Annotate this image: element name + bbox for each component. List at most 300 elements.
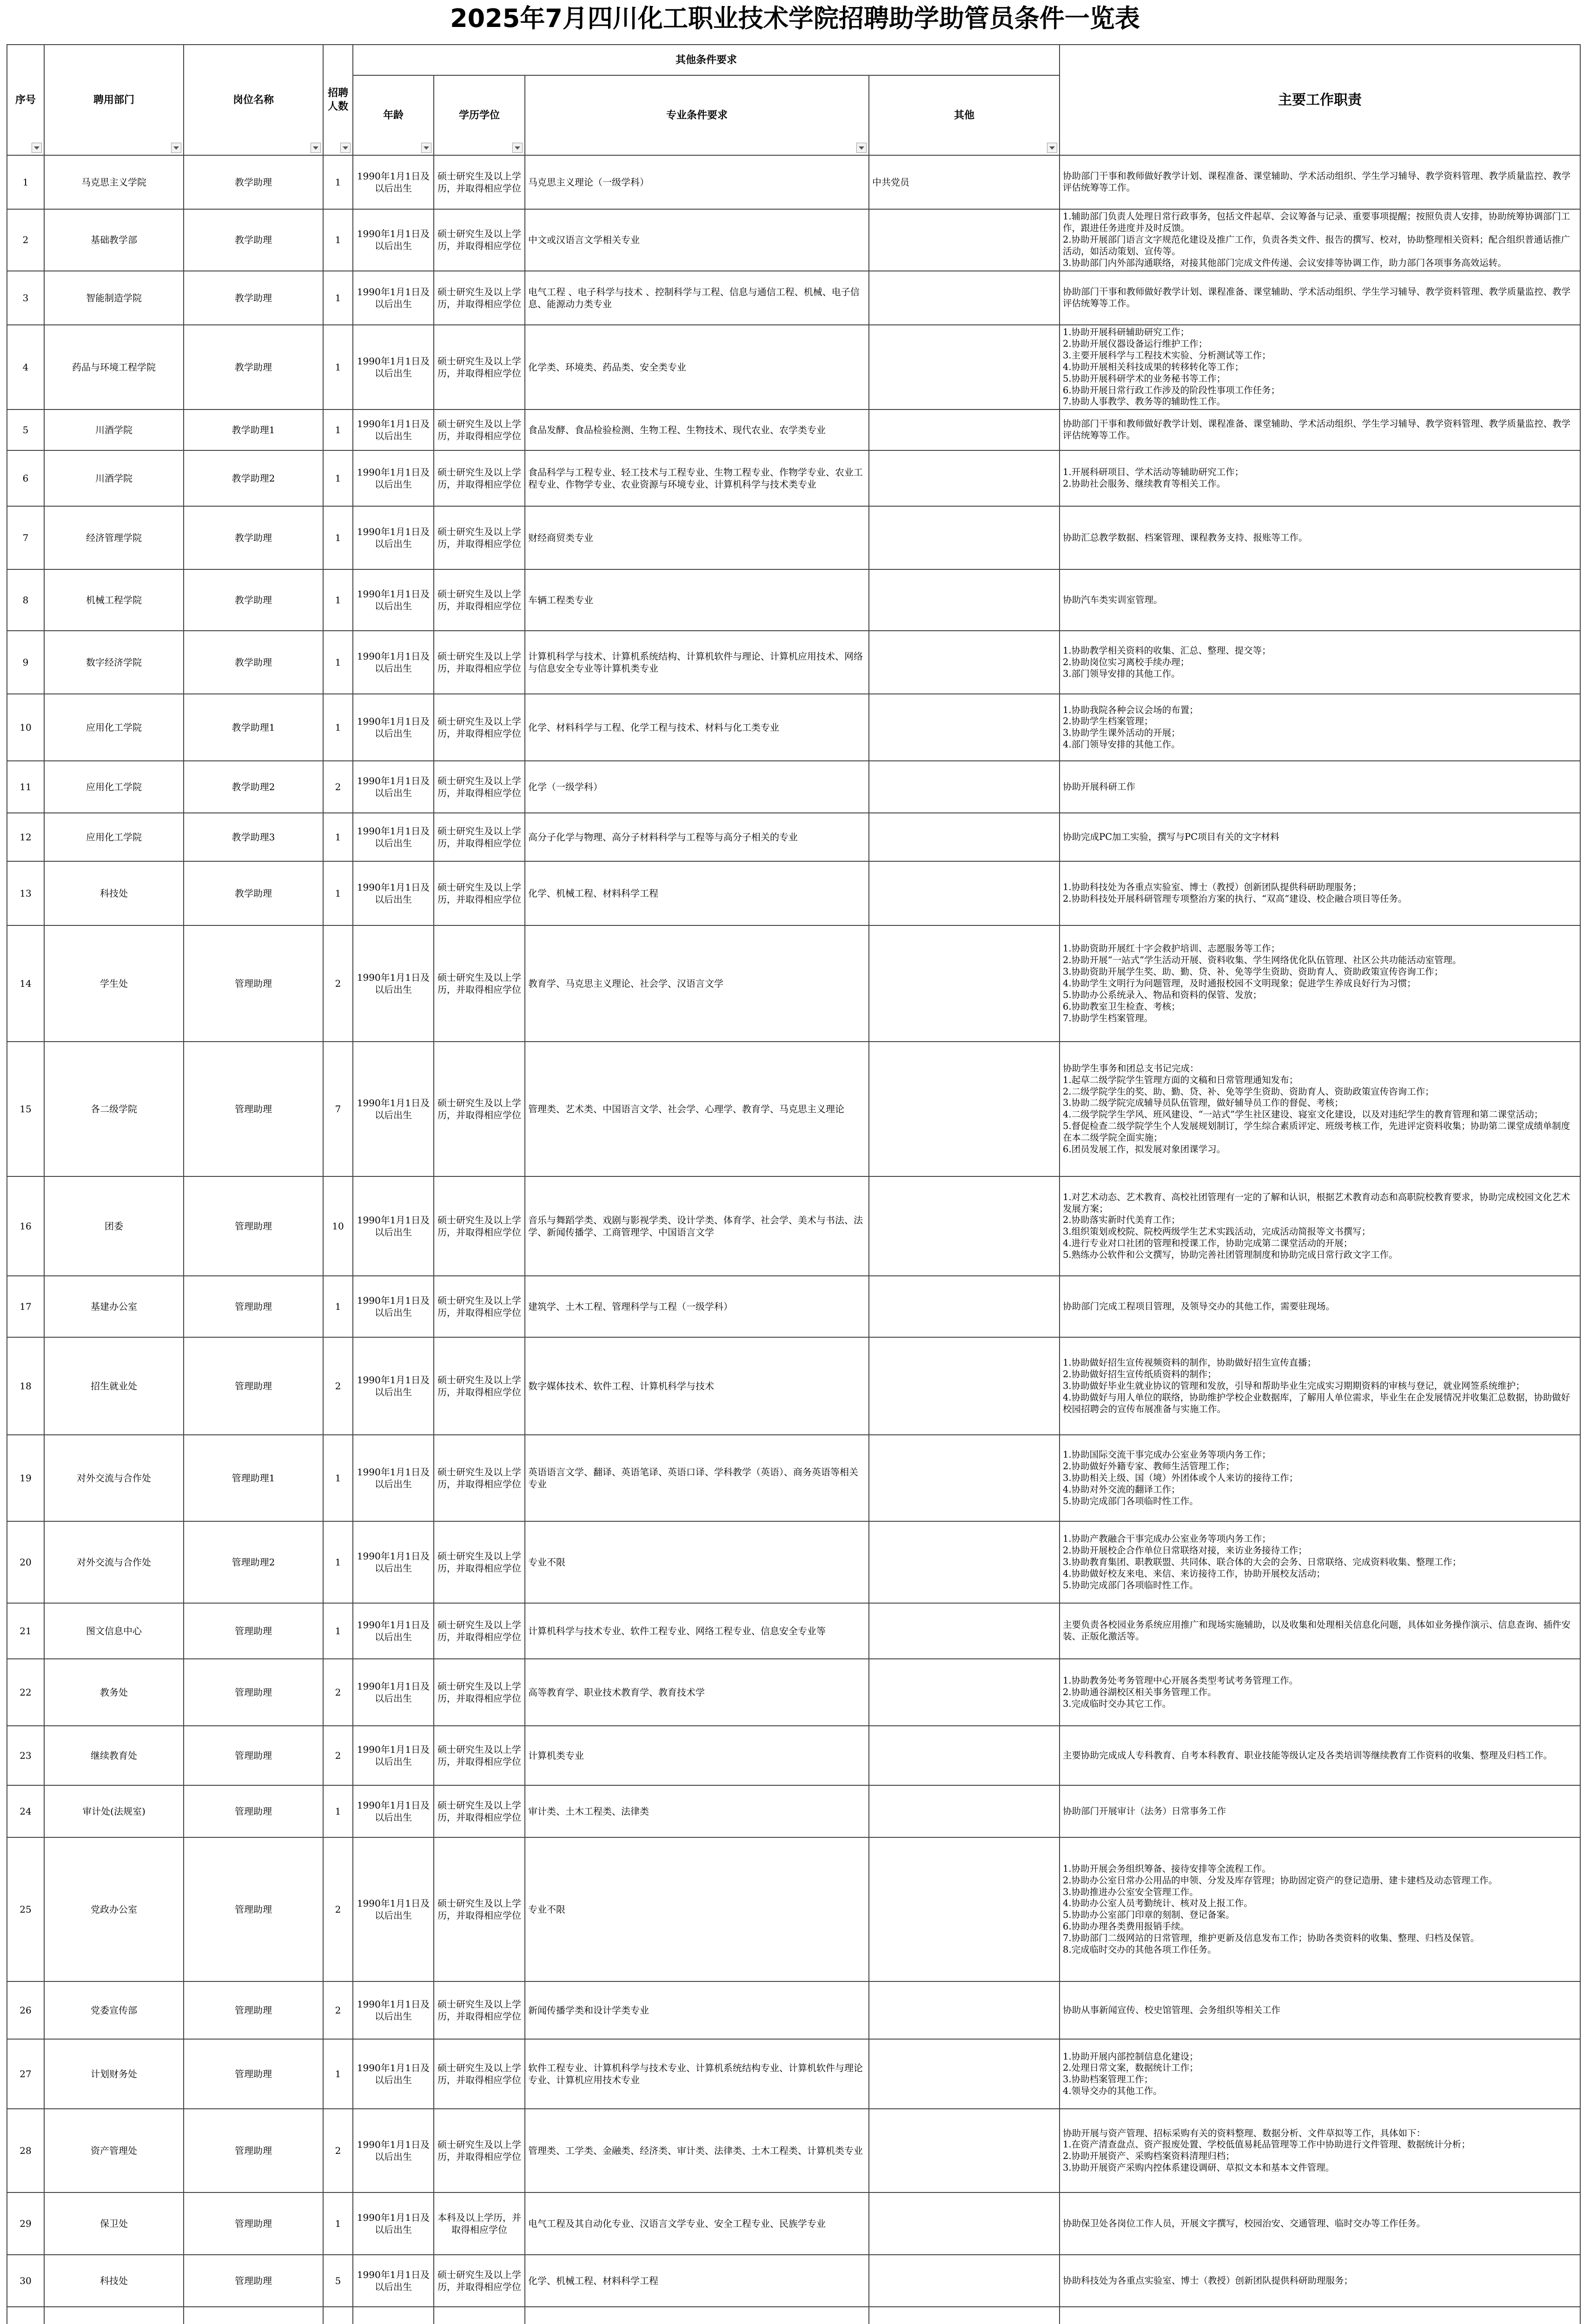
count-cell: 1 (323, 861, 353, 925)
post-cell: 管理助理1 (184, 1435, 323, 1521)
major-cell: 审计类、土木工程类、法律类 (525, 1785, 869, 1837)
age-cell: 1990年1月1日及以后出生 (353, 209, 434, 271)
age-cell: 1990年1月1日及以后出生 (353, 1276, 434, 1337)
table-row (7, 209, 1580, 271)
post-cell: 教学助理 (184, 506, 323, 569)
edu-cell: 本科及以上学历，并取得相应学位 (434, 2192, 525, 2255)
row-number: 27 (7, 2039, 44, 2109)
age-cell: 1990年1月1日及以后出生 (353, 1521, 434, 1603)
table-row (7, 2307, 1580, 2324)
row-number: 7 (7, 506, 44, 569)
major-cell: 计算机科学与技术专业、软件工程专业、网络工程专业、信息安全专业等 (525, 1603, 869, 1659)
age-cell: 1990年1月1日及以后出生 (353, 1726, 434, 1785)
age-cell: 1990年1月1日及以后出生 (353, 761, 434, 813)
count-cell: 1 (323, 209, 353, 271)
duty-cell: 1.协助资助开展红十字会救护培训、志愿服务等工作； 2.协助开展“一站式”学生活动开展、资料收集、学生网络优化队伍管理、社区公共功能活动室管理。 3.协助资助开展学生奖、助、勤、贷、补、免等学生资助、资助育人、资助政策宣传咨询工作； 4.协助学生文明行为问题管理，及时通报校园不文明现象；促进学生养成良好行为习惯； 5.协助办公系统录入、物品和资料的保管、发放； 6.协助教室卫生检查、考核； 7.协助学生档案管理。 (1060, 925, 1580, 1042)
table-row (7, 271, 1580, 325)
edu-cell: 硕士研究生及以上学历，并取得相应学位 (434, 1276, 525, 1337)
row-number: 21 (7, 1603, 44, 1659)
major-cell: 食品发酵、食品检验检测、生物工程、生物技术、现代农业、农学类专业 (525, 409, 869, 450)
table-row (7, 2255, 1580, 2307)
edu-cell: 硕士研究生及以上学历，并取得相应学位 (434, 1603, 525, 1659)
filter-dropdown-button[interactable] (171, 143, 181, 153)
age-cell: 1990年1月1日及以后出生 (353, 1785, 434, 1837)
table-row (7, 1785, 1580, 1837)
count-cell: 1 (323, 1603, 353, 1659)
count-cell: 2 (323, 925, 353, 1042)
edu-cell: 硕士研究生及以上学历，并取得相应学位 (434, 2255, 525, 2307)
page-title: 2025年7月四川化工职业技术学院招聘助学助管员条件一览表 (450, 4, 1140, 33)
other-cell (869, 209, 1060, 271)
post-cell: 管理助理 (184, 1785, 323, 1837)
duty-cell: 协助部门干事和教师做好教学计划、课程准备、课堂辅助、学术活动组织、学生学习辅导、教学资料管理、教学质量监控、教学评估统筹等工作。 (1060, 155, 1580, 209)
dropdown-arrow-icon (313, 146, 318, 150)
age-cell: 1990年1月1日及以后出生 (353, 450, 434, 506)
age-cell: 1990年1月1日及以后出生 (353, 409, 434, 450)
filter-dropdown-button[interactable] (340, 143, 351, 153)
edu-cell: 硕士研究生及以上学历，并取得相应学位 (434, 506, 525, 569)
age-cell: 1990年1月1日及以后出生 (353, 813, 434, 861)
count-cell: 2 (323, 1837, 353, 1981)
other-cell (869, 409, 1060, 450)
post-cell: 管理助理 (184, 1337, 323, 1435)
dept-cell: 各二级学院 (44, 1042, 184, 1176)
row-number: 3 (7, 271, 44, 325)
header-post: 岗位名称 (184, 45, 323, 155)
other-cell (869, 1726, 1060, 1785)
count-cell: 1 (323, 2192, 353, 2255)
other-cell (869, 1981, 1060, 2039)
count-cell: 5 (323, 2255, 353, 2307)
row-number: 17 (7, 1276, 44, 1337)
major-cell: 高等教育学、职业技术教育学、教育技术学 (525, 1659, 869, 1726)
duty-cell: 1.开展科研项目、学术活动等辅助研究工作； 2.协助社会服务、继续教育等相关工作。 (1060, 450, 1580, 506)
age-cell: 1990年1月1日及以后出生 (353, 325, 434, 410)
count-cell: 2 (323, 761, 353, 813)
edu-cell: 硕士研究生及以上学历，并取得相应学位 (434, 694, 525, 761)
post-cell: 教学助理1 (184, 409, 323, 450)
table-row (7, 569, 1580, 631)
count-cell: 1 (323, 1785, 353, 1837)
major-cell: 财经商贸类专业 (525, 506, 869, 569)
other-cell (869, 2192, 1060, 2255)
other-cell (869, 861, 1060, 925)
post-cell: 管理助理 (184, 1659, 323, 1726)
edu-cell: 硕士研究生及以上学历，并取得相应学位 (434, 1837, 525, 1981)
other-cell (869, 631, 1060, 694)
other-cell (869, 325, 1060, 410)
edu-cell: 硕士研究生及以上学历，并取得相应学位 (434, 155, 525, 209)
table-row (7, 1726, 1580, 1785)
dept-cell: 川酒学院 (44, 450, 184, 506)
dept-cell (44, 2307, 184, 2324)
dropdown-arrow-icon (424, 146, 429, 150)
major-cell: 管理类、艺术类、中国语言文学、社会学、心理学、教育学、马克思主义理论 (525, 1042, 869, 1176)
row-number: 8 (7, 569, 44, 631)
duty-cell: 1.协助做好招生宣传视频资料的制作，协助做好招生宣传直播； 2.协助做好招生宣传纸质资料的制作； 3.协助做好毕业生就业协议的管理和发放，引导和帮助毕业生完成实习期期资料的审核与登记，就业网签系统维护； 4.协助做好与用人单位的联络，协助维护学校企业数据库，了解用人单位需求，毕业生在企发展情况并收集汇总数据，协助做好校园招聘会的宣传布展准备与实施工作。 (1060, 1337, 1580, 1435)
count-cell: 1 (323, 2039, 353, 2109)
edu-cell: 硕士研究生及以上学历，并取得相应学位 (434, 1659, 525, 1726)
major-cell: 化学、机械工程、材料科学工程 (525, 2255, 869, 2307)
post-cell: 教学助理 (184, 325, 323, 410)
row-number: 6 (7, 450, 44, 506)
post-cell: 管理助理2 (184, 1521, 323, 1603)
duty-cell: 协助学生事务和团总支书记完成： 1.起草二级学院学生管理方面的文稿和日常管理通知发布； 2.二级学院学生的奖、助、勤、贷、补、免等学生资助、资助育人、资助政策宣传咨询工作； 3.协助二级学院完成辅导员队伍管理，做好辅导员工作的督促、考核； 4.二级学院学生学风、班风建设、“一站式”学生社区建设、寝室文化建设，以及对违纪学生的教育管理和第二课堂活动； 5.督促检查二级学院学生个人发展规划制订，学生综合素质评定、班级考核工作，先进评定资料收集；协助第二课堂成绩单制度在本二级学院全面实施； 6.团员发展工作，拟发展对象团课学习。 (1060, 1042, 1580, 1176)
row-number: 1 (7, 155, 44, 209)
other-cell (869, 1521, 1060, 1603)
duty-cell: 协助部门完成工程项目管理，及领导交办的其他工作，需要驻现场。 (1060, 1276, 1580, 1337)
header-duty: 主要工作职责 (1060, 45, 1580, 155)
dept-cell: 科技处 (44, 2255, 184, 2307)
filter-dropdown-button[interactable] (311, 143, 321, 153)
major-cell: 化学、机械工程、材料科学工程 (525, 861, 869, 925)
row-number (7, 2307, 44, 2324)
post-cell: 教学助理2 (184, 761, 323, 813)
age-cell: 1990年1月1日及以后出生 (353, 155, 434, 209)
duty-cell: 1.辅助部门负责人处理日常行政事务，包括文件起草、会议筹备与记录、重要事项提醒；按照负责人安排，协助统筹协调部门工作，跟进任务进度并及时反馈。 2.协助开展部门语言文字规范化建设及推广工作，负责各类文件、报告的撰写、校对，协助整理相关资料；配合组织普通话推广活动，如活动策划、宣传等。 3.协助部门内外部沟通联络，对接其他部门完成文件传递、会议安排等协调工作，助力部门各项事务高效运转。 (1060, 209, 1580, 271)
count-cell: 2 (323, 1337, 353, 1435)
age-cell: 1990年1月1日及以后出生 (353, 2109, 434, 2192)
duty-cell: 协助开展与资产管理、招标采购有关的资料整理、数据分析、文件草拟等工作，具体如下： 1.在资产清查盘点、资产报废处置、学校低值易耗品管理等工作中协助进行文件管理、数据统计分析； 2.协助开展资产、采购档案资料清理归档； 3.协助开展资产采购内控体系建设调研、草拟文本和基本文件管理。 (1060, 2109, 1580, 2192)
dropdown-arrow-icon (515, 146, 520, 150)
edu-cell: 硕士研究生及以上学历，并取得相应学位 (434, 1176, 525, 1276)
age-cell: 1990年1月1日及以后出生 (353, 2039, 434, 2109)
dropdown-arrow-icon (859, 146, 864, 150)
edu-cell: 硕士研究生及以上学历，并取得相应学位 (434, 631, 525, 694)
other-cell (869, 2255, 1060, 2307)
post-cell: 教学助理 (184, 271, 323, 325)
dept-cell: 基建办公室 (44, 1276, 184, 1337)
count-cell: 1 (323, 813, 353, 861)
age-cell: 1990年1月1日及以后出生 (353, 861, 434, 925)
other-cell (869, 1042, 1060, 1176)
edu-cell: 硕士研究生及以上学历，并取得相应学位 (434, 761, 525, 813)
dropdown-arrow-icon (34, 146, 40, 150)
row-number: 13 (7, 861, 44, 925)
other-cell (869, 1337, 1060, 1435)
row-number: 22 (7, 1659, 44, 1726)
edu-cell: 硕士研究生及以上学历，并取得相应学位 (434, 1337, 525, 1435)
major-cell: 教育学、马克思主义理论、社会学、汉语言文学 (525, 925, 869, 1042)
table-row (7, 631, 1580, 694)
table-row (7, 1176, 1580, 1276)
count-cell: 1 (323, 271, 353, 325)
age-cell: 1990年1月1日及以后出生 (353, 694, 434, 761)
major-cell: 电气工程 、电子科学与技术 、控制科学与工程、信息与通信工程、机械、电子信息、能源动力类专业 (525, 271, 869, 325)
major-cell: 专业不限 (525, 1837, 869, 1981)
post-cell: 管理助理 (184, 2109, 323, 2192)
row-number: 11 (7, 761, 44, 813)
row-number: 24 (7, 1785, 44, 1837)
count-cell: 1 (323, 155, 353, 209)
dept-cell: 药品与环境工程学院 (44, 325, 184, 410)
age-cell: 1990年1月1日及以后出生 (353, 631, 434, 694)
count-cell: 2 (323, 1659, 353, 1726)
other-cell (869, 761, 1060, 813)
other-cell: 中共党员 (869, 155, 1060, 209)
dept-cell: 机械工程学院 (44, 569, 184, 631)
other-cell (869, 813, 1060, 861)
dept-cell: 党政办公室 (44, 1837, 184, 1981)
filter-dropdown-button[interactable] (856, 143, 867, 153)
table-row (7, 1659, 1580, 1726)
dept-cell: 川酒学院 (44, 409, 184, 450)
major-cell: 车辆工程类专业 (525, 569, 869, 631)
edu-cell: 硕士研究生及以上学历，并取得相应学位 (434, 1981, 525, 2039)
filter-dropdown-button[interactable] (512, 143, 523, 153)
row-number: 4 (7, 325, 44, 410)
age-cell: 1990年1月1日及以后出生 (353, 1603, 434, 1659)
major-cell: 高分子化学与物理、高分子材料科学与工程等与高分子相关的专业 (525, 813, 869, 861)
post-cell: 教学助理 (184, 861, 323, 925)
major-cell: 数字媒体技术、软件工程、计算机科学与技术 (525, 1337, 869, 1435)
age-cell: 1990年1月1日及以后出生 (353, 1042, 434, 1176)
duty-cell: 协助从事新闻宣传、校史馆管理、会务组织等相关工作 (1060, 1981, 1580, 2039)
count-cell: 2 (323, 1726, 353, 1785)
row-number: 20 (7, 1521, 44, 1603)
count-cell: 1 (323, 506, 353, 569)
major-cell: 计算机科学与技术、计算机系统结构、计算机软件与理论、计算机应用技术、网络与信息安全专业等计算机类专业 (525, 631, 869, 694)
duty-cell: 1.协助国际交流干事完成办公室业务等项内务工作； 2.协助做好外籍专家、教师生活管理工作； 3.协助相关上级、国（境）外团体或个人来访的接待工作； 4.协助对外交流的翻译工作； 5.协助完成部门各项临时性工作。 (1060, 1435, 1580, 1521)
row-number: 30 (7, 2255, 44, 2307)
row-number: 9 (7, 631, 44, 694)
table-row (7, 1837, 1580, 1981)
age-cell: 1990年1月1日及以后出生 (353, 1176, 434, 1276)
count-cell: 1 (323, 325, 353, 410)
other-cell (869, 450, 1060, 506)
other-cell (869, 1837, 1060, 1981)
post-cell: 教学助理3 (184, 813, 323, 861)
post-cell: 管理助理 (184, 2192, 323, 2255)
post-cell: 管理助理 (184, 1837, 323, 1981)
major-cell: 化学、材料科学与工程、化学工程与技术、材料与化工类专业 (525, 694, 869, 761)
post-cell: 教学助理 (184, 155, 323, 209)
post-cell: 教学助理 (184, 209, 323, 271)
dept-cell: 应用化工学院 (44, 761, 184, 813)
dept-cell: 资产管理处 (44, 2109, 184, 2192)
table-row (7, 1981, 1580, 2039)
other-cell (869, 925, 1060, 1042)
duty-cell: 1.协助我院各种会议会场的布置； 2.协助学生档案管理； 3.协助学生课外活动的开展； 4.部门领导安排的其他工作。 (1060, 694, 1580, 761)
table-row (7, 813, 1580, 861)
header-major: 专业条件要求 (525, 75, 869, 155)
age-cell: 1990年1月1日及以后出生 (353, 271, 434, 325)
table-row (7, 506, 1580, 569)
count-cell: 7 (323, 1042, 353, 1176)
row-number: 28 (7, 2109, 44, 2192)
post-cell: 管理助理 (184, 2039, 323, 2109)
edu-cell: 硕士研究生及以上学历，并取得相应学位 (434, 813, 525, 861)
table-row (7, 409, 1580, 450)
post-cell: 教学助理2 (184, 450, 323, 506)
other-cell (869, 1176, 1060, 1276)
edu-cell: 硕士研究生及以上学历，并取得相应学位 (434, 1726, 525, 1785)
major-cell: 计算机类专业 (525, 1726, 869, 1785)
major-cell: 专业不限 (525, 1521, 869, 1603)
post-cell: 管理助理 (184, 925, 323, 1042)
filter-dropdown-button[interactable] (1047, 143, 1057, 153)
count-cell (323, 2307, 353, 2324)
edu-cell: 硕士研究生及以上学历，并取得相应学位 (434, 1521, 525, 1603)
major-cell: 化学类、环境类、药品类、安全类专业 (525, 325, 869, 410)
dept-cell: 对外交流与合作处 (44, 1521, 184, 1603)
table-row (7, 1337, 1580, 1435)
duty-cell: 1.协助开展内部控制信息化建设； 2.处理日常文案，数据统计工作； 3.协助档案管理工作； 4.领导交办的其他工作。 (1060, 2039, 1580, 2109)
table-row (7, 1042, 1580, 1176)
other-cell (869, 2039, 1060, 2109)
header-edu: 学历学位 (434, 75, 525, 155)
age-cell: 1990年1月1日及以后出生 (353, 1337, 434, 1435)
duty-cell: 1.协助产教融合干事完成办公室业务等项内务工作； 2.协助开展校企合作单位日常联络对接，来访业务接待工作； 3.协助教育集团、职教联盟、共同体、联合体的大会的会务、日常联络、完成资料收集、整理工作； 4.协助做好校友来电、来信、来访接待工作，协助开展校友活动； 5.协助完成部门各项临时性工作。 (1060, 1521, 1580, 1603)
age-cell: 1990年1月1日及以后出生 (353, 569, 434, 631)
duty-cell: 1.对艺术动态、艺术教育、高校社团管理有一定的了解和认识，根据艺术教育动态和高职院校教育要求，协助完成校园文化艺术发展方案； 2.协助落实新时代美育工作； 3.组织策划或校院、院校两级学生艺术实践活动，完成活动简报等文书撰写； 4.进行专业对口社团的管理和授课工作，协助完成第二课堂活动的开展； 5.熟练办公软件和公文撰写，协助完善社团管理制度和协助完成日常行政文字工作。 (1060, 1176, 1580, 1276)
edu-cell: 硕士研究生及以上学历，并取得相应学位 (434, 569, 525, 631)
row-number: 19 (7, 1435, 44, 1521)
dept-cell: 计划财务处 (44, 2039, 184, 2109)
age-cell: 1990年1月1日及以后出生 (353, 2192, 434, 2255)
post-cell: 管理助理 (184, 2255, 323, 2307)
count-cell: 2 (323, 1981, 353, 2039)
count-cell: 1 (323, 409, 353, 450)
dropdown-arrow-icon (1049, 146, 1055, 150)
dept-cell: 团委 (44, 1176, 184, 1276)
duty-cell: 协助部门开展审计（法务）日常事务工作 (1060, 1785, 1580, 1837)
other-cell (869, 1276, 1060, 1337)
edu-cell: 硕士研究生及以上学历，并取得相应学位 (434, 2039, 525, 2109)
edu-cell: 硕士研究生及以上学历，并取得相应学位 (434, 271, 525, 325)
count-cell: 1 (323, 694, 353, 761)
dept-cell: 学生处 (44, 925, 184, 1042)
age-cell: 1990年1月1日及以后出生 (353, 1659, 434, 1726)
other-cell (869, 2307, 1060, 2324)
duty-cell: 协助汇总教学数据、档案管理、课程教务支持、报账等工作。 (1060, 506, 1580, 569)
edu-cell: 硕士研究生及以上学历，并取得相应学位 (434, 450, 525, 506)
other-cell (869, 2109, 1060, 2192)
row-number: 10 (7, 694, 44, 761)
post-cell: 教学助理 (184, 569, 323, 631)
row-number: 2 (7, 209, 44, 271)
edu-cell: 硕士研究生及以上学历，并取得相应学位 (434, 1785, 525, 1837)
duty-cell: 协助部门干事和教师做好教学计划、课程准备、课堂辅助、学术活动组织、学生学习辅导、教学资料管理、教学质量监控、教学评估统筹等工作。 (1060, 409, 1580, 450)
edu-cell: 硕士研究生及以上学历，并取得相应学位 (434, 325, 525, 410)
table-row (7, 1435, 1580, 1521)
post-cell: 管理助理 (184, 1176, 323, 1276)
row-number: 18 (7, 1337, 44, 1435)
dept-cell: 继续教育处 (44, 1726, 184, 1785)
other-cell (869, 569, 1060, 631)
dept-cell: 教务处 (44, 1659, 184, 1726)
recruitment-table (7, 44, 1581, 2324)
dept-cell: 智能制造学院 (44, 271, 184, 325)
major-cell: 化学（一级学科） (525, 761, 869, 813)
duty-cell: 主要协助完成成人专科教育、自考本科教育、职业技能等级认定及各类培训等继续教育工作资料的收集、整理及归档工作。 (1060, 1726, 1580, 1785)
major-cell: 中文或汉语言文学相关专业 (525, 209, 869, 271)
duty-cell: 1.协助开展科研辅助研究工作； 2.协助开展仪器设备运行维护工作； 3.主要开展科学与工程技术实验、分析测试等工作； 4.协助开展相关科技成果的转移转化等工作； 5.协助开展科研学术的业务秘书等工作； 6.协助开展日常行政工作涉及的阶段性事项工作任务； 7.协助人事教学、教务等的辅助性工作。 (1060, 325, 1580, 410)
duty-cell: 主要负责各校园业务系统应用推广和现场实施辅助，以及收集和处理相关信息化问题，具体如业务操作演示、信息查询、插件安装、正版化激活等。 (1060, 1603, 1580, 1659)
header-count: 招聘人数 (323, 45, 353, 155)
other-cell (869, 1659, 1060, 1726)
row-number: 5 (7, 409, 44, 450)
table-row (7, 761, 1580, 813)
count-cell: 1 (323, 631, 353, 694)
table-row (7, 925, 1580, 1042)
other-cell (869, 1785, 1060, 1837)
table-row (7, 2192, 1580, 2255)
age-cell: 1990年1月1日及以后出生 (353, 1981, 434, 2039)
major-cell: 新闻传播学类和设计学类专业 (525, 1981, 869, 2039)
count-cell: 1 (323, 1435, 353, 1521)
major-cell: 管理类、工学类、金融类、经济类、审计类、法律类、土木工程类、计算机类专业 (525, 2109, 869, 2192)
row-number: 26 (7, 1981, 44, 2039)
age-cell (353, 2307, 434, 2324)
row-number: 25 (7, 1837, 44, 1981)
table-row (7, 1603, 1580, 1659)
table-row (7, 2109, 1580, 2192)
edu-cell: 硕士研究生及以上学历，并取得相应学位 (434, 1042, 525, 1176)
edu-cell (434, 2307, 525, 2324)
filter-dropdown-button[interactable] (421, 143, 431, 153)
edu-cell: 硕士研究生及以上学历，并取得相应学位 (434, 2109, 525, 2192)
header-other: 其他 (869, 75, 1060, 155)
dept-cell: 马克思主义学院 (44, 155, 184, 209)
major-cell: 英语语言文学、翻译、英语笔译、英语口译、学科教学（英语）、商务英语等相关专业 (525, 1435, 869, 1521)
age-cell: 1990年1月1日及以后出生 (353, 1837, 434, 1981)
header-dept: 聘用部门 (44, 45, 184, 155)
table-row (7, 1521, 1580, 1603)
table-row (7, 1276, 1580, 1337)
dropdown-arrow-icon (343, 146, 348, 150)
major-cell: 音乐与舞蹈学类、戏剧与影视学类、设计学类、体育学、社会学、美术与书法、法学、新闻传播学、工商管理学、中国语言文学 (525, 1176, 869, 1276)
dropdown-arrow-icon (173, 146, 179, 150)
duty-cell: 协助科技处为各重点实验室、博士（教授）创新团队提供科研助理服务； (1060, 2255, 1580, 2307)
major-cell: 建筑学、土木工程、管理科学与工程（一级学科） (525, 1276, 869, 1337)
table-row (7, 2039, 1580, 2109)
other-cell (869, 1435, 1060, 1521)
dept-cell: 对外交流与合作处 (44, 1435, 184, 1521)
post-cell: 教学助理 (184, 631, 323, 694)
edu-cell: 硕士研究生及以上学历，并取得相应学位 (434, 925, 525, 1042)
row-number: 29 (7, 2192, 44, 2255)
major-cell (525, 2307, 869, 2324)
post-cell: 管理助理 (184, 1981, 323, 2039)
dept-cell: 数字经济学院 (44, 631, 184, 694)
filter-dropdown-button[interactable] (32, 143, 42, 153)
row-number: 14 (7, 925, 44, 1042)
edu-cell: 硕士研究生及以上学历，并取得相应学位 (434, 209, 525, 271)
age-cell: 1990年1月1日及以后出生 (353, 1435, 434, 1521)
dept-cell: 图文信息中心 (44, 1603, 184, 1659)
age-cell: 1990年1月1日及以后出生 (353, 2255, 434, 2307)
table-row (7, 450, 1580, 506)
table-row (7, 325, 1580, 410)
dept-cell: 应用化工学院 (44, 813, 184, 861)
count-cell: 1 (323, 1276, 353, 1337)
other-cell (869, 506, 1060, 569)
row-number: 16 (7, 1176, 44, 1276)
duty-cell: 1.协助教务处考务管理中心开展各类型考试考务管理工作。 2.协助通谷湖校区相关事务管理工作。 3.完成临时交办其它工作。 (1060, 1659, 1580, 1726)
duty-cell (1060, 2307, 1580, 2324)
other-cell (869, 1603, 1060, 1659)
header-seq: 序号 (7, 45, 44, 155)
table-row (7, 861, 1580, 925)
major-cell: 电气工程及其自动化专业、汉语言文学专业、安全工程专业、民族学专业 (525, 2192, 869, 2255)
dept-cell: 应用化工学院 (44, 694, 184, 761)
age-cell: 1990年1月1日及以后出生 (353, 925, 434, 1042)
dept-cell: 经济管理学院 (44, 506, 184, 569)
count-cell: 1 (323, 569, 353, 631)
table-row (7, 155, 1580, 209)
other-cell (869, 694, 1060, 761)
